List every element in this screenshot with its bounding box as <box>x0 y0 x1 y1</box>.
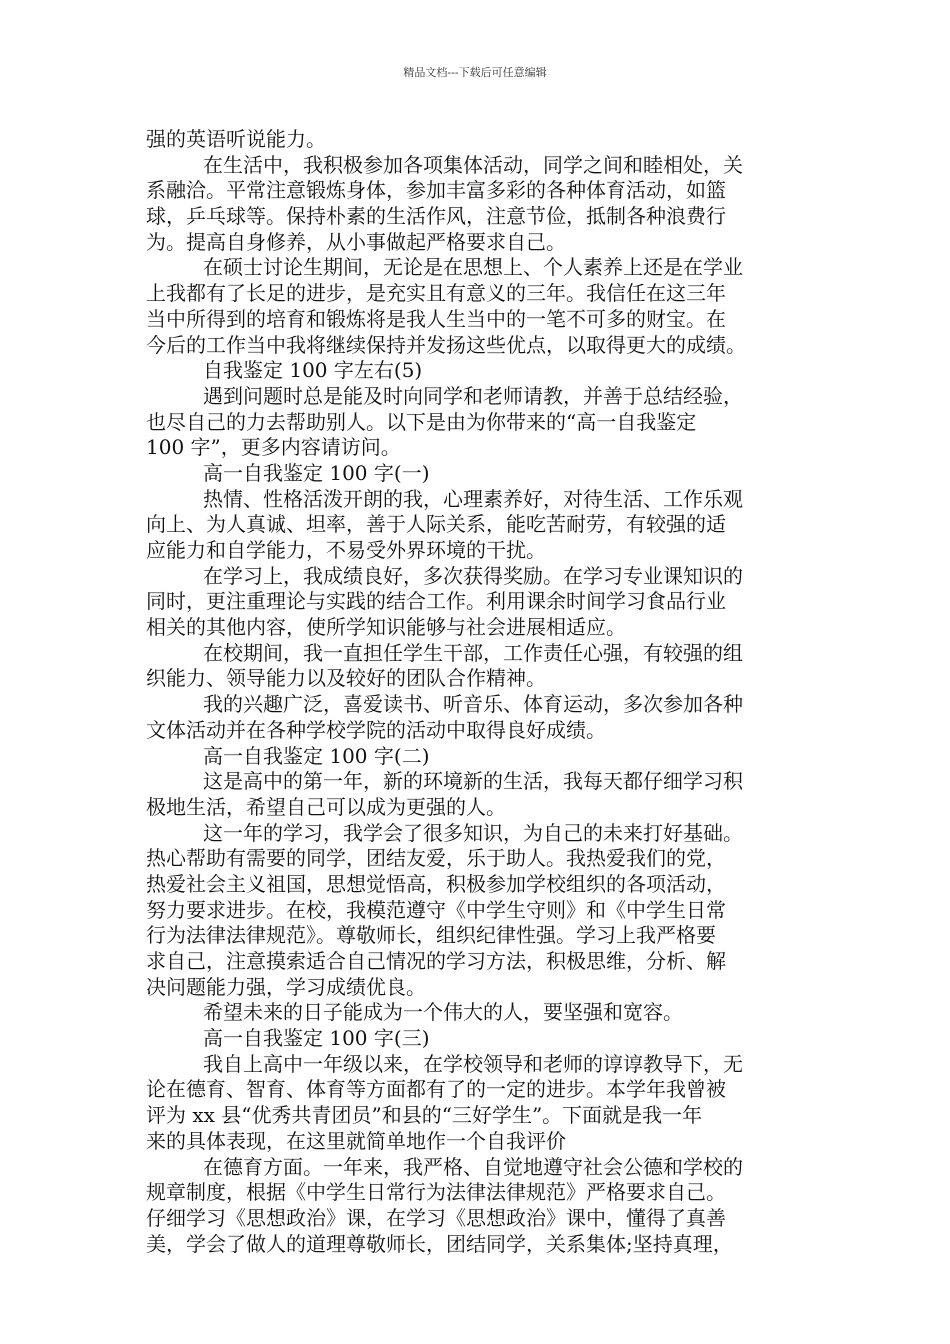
text-line: 我的兴趣广泛，喜爱读书、听音乐、体育运动，多次参加各种 <box>203 692 743 717</box>
text-line: 仔细学习《思想政治》课，在学习《思想政治》课中，懂得了真善 <box>146 1205 726 1230</box>
text-line: 求自己，注意摸索适合自己情况的学习方法，积极思维，分析、解 <box>146 949 726 973</box>
text-line: 这是高中的第一年，新的环境新的生活，我每天都仔细学习积 <box>203 769 743 794</box>
text-line: 努力要求进步。在校，我模范遵守《中学生守则》和《中学生日常 <box>146 897 726 922</box>
text-line: 来的具体表现，在这里就简单地作一个自我评价 <box>146 1128 566 1153</box>
text-line: 100 字”，更多内容请访问。 <box>146 435 401 460</box>
text-line: 高一自我鉴定 100 字(三) <box>203 1026 430 1051</box>
text-line: 高一自我鉴定 100 字(二) <box>203 743 430 768</box>
text-line: 强的英语听说能力。 <box>146 127 326 151</box>
text-line: 系融洽。平常注意锻炼身体，参加丰富多彩的各种体育活动，如篮 <box>146 178 726 203</box>
text-line: 在硕士讨论生期间，无论是在思想上、个人素养上还是在学业 <box>203 255 743 280</box>
text-line: 规章制度，根据《中学生日常行为法律法律规范》严格要求自己。 <box>146 1180 726 1205</box>
text-line: 高一自我鉴定 100 字(一) <box>203 460 430 485</box>
text-line: 希望未来的日子能成为一个伟大的人，要坚强和宽容。 <box>203 1000 683 1025</box>
text-line: 热心帮助有需要的同学，团结友爱，乐于助人。我热爱我们的党， <box>146 846 726 871</box>
text-line: 在生活中，我积极参加各项集体活动，同学之间和睦相处，关 <box>203 152 743 177</box>
text-line: 相关的其他内容，使所学知识能够与社会进展相适应。 <box>146 615 626 640</box>
text-line: 也尽自己的力去帮助别人。以下是由为你带来的“高一自我鉴定 <box>146 409 697 434</box>
text-line: 行为法律法律规范》。尊敬师长，组织纪律性强。学习上我严格要 <box>146 923 716 948</box>
text-line: 在学习上，我成绩良好，多次获得奖励。在学习专业课知识的 <box>203 563 743 588</box>
text-line: 我自上高中一年级以来，在学校领导和老师的谆谆教导下，无 <box>203 1051 743 1076</box>
text-line: 上我都有了长足的进步，是充实且有意义的三年。我信任在这三年 <box>146 281 726 306</box>
text-line: 这一年的学习，我学会了很多知识，为自己的未来打好基础。 <box>203 820 743 845</box>
text-line: 论在德育、智育、体育等方面都有了的一定的进步。本学年我曾被 <box>146 1077 726 1102</box>
text-line: 向上、为人真诚、坦率，善于人际关系，能吃苦耐劳，有较强的适 <box>146 512 726 537</box>
text-line: 为。提高自身修养，从小事做起严格要求自己。 <box>146 229 566 254</box>
text-line: 自我鉴定 100 字左右(5) <box>203 358 423 383</box>
text-line: 今后的工作当中我将继续保持并发扬这些优点，以取得更大的成绩。 <box>146 332 746 357</box>
text-line: 织能力、领导能力以及较好的团队合作精神。 <box>146 666 546 691</box>
text-line: 美，学会了做人的道理尊敬师长，团结同学，关系集体;坚持真理， <box>146 1231 733 1256</box>
text-line: 文体活动并在各种学校学院的活动中取得良好成绩。 <box>146 717 606 742</box>
text-line: 热爱社会主义祖国，思想觉悟高，积极参加学校组织的各项活动， <box>146 871 726 896</box>
text-line: 遇到问题时总是能及时向同学和老师请教，并善于总结经验， <box>203 383 743 408</box>
text-line: 球，乒乓球等。保持朴素的生活作风，注意节俭，抵制各种浪费行 <box>146 204 726 229</box>
text-line: 同时，更注重理论与实践的结合工作。利用课余时间学习食品行业 <box>146 589 726 614</box>
text-line: 在校期间，我一直担任学生干部，工作责任心强，有较强的组 <box>203 640 743 665</box>
text-line: 决问题能力强，学习成绩优良。 <box>146 974 426 999</box>
text-line: 当中所得到的培育和锻炼将是我人生当中的一笔不可多的财宝。在 <box>146 306 726 331</box>
text-line: 极地生活，希望自己可以成为更强的人。 <box>146 794 506 819</box>
page-header: 精品文档---下载后可任意编辑 <box>403 66 547 79</box>
text-line: 热情、性格活泼开朗的我，心理素养好，对待生活、工作乐观 <box>203 486 743 511</box>
text-line: 应能力和自学能力，不易受外界环境的干扰。 <box>146 538 546 562</box>
text-line: 评为 xx 县“优秀共青团员”和县的“三好学生”。下面就是我一年 <box>146 1103 703 1128</box>
document-body <box>146 127 810 1257</box>
text-line: 在德育方面。一年来，我严格、自觉地遵守社会公德和学校的 <box>203 1154 743 1179</box>
